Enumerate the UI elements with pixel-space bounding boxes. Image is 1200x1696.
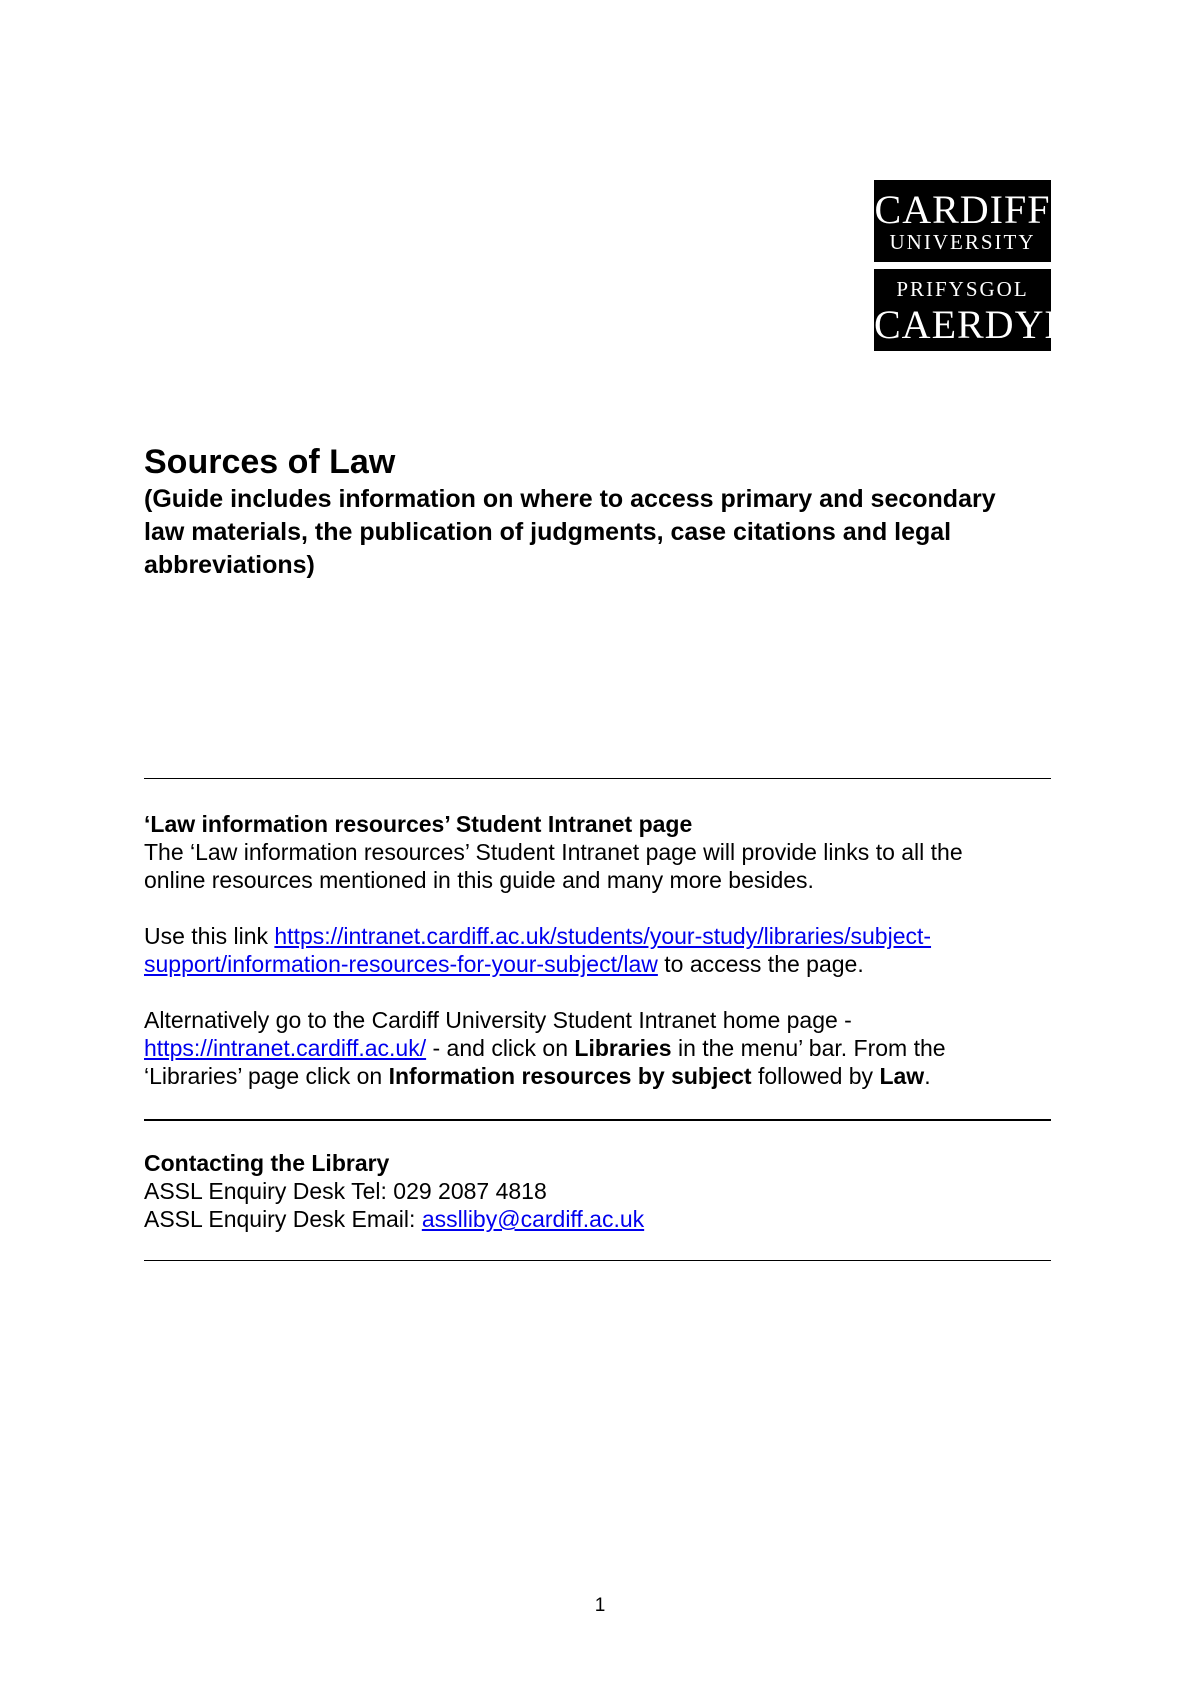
intranet-alternative-paragraph	[144, 1006, 1054, 1090]
document-title: Sources of Law	[144, 443, 396, 481]
logo-text-university: UNIVERSITY	[889, 230, 1036, 254]
logo-text-cardiff: CARDIFF	[874, 187, 1051, 232]
law-resources-link-part1[interactable]: https://intranet.cardiff.ac.uk/students/your-study/libraries/subject-	[274, 923, 932, 949]
paragraph-line: The ‘Law information resources’ Student Intranet page will provide links to all the	[144, 839, 963, 865]
email-link[interactable]: asslliby@cardiff.ac.uk	[421, 1206, 645, 1232]
contact-section-heading: Contacting the Library	[144, 1150, 390, 1176]
cardiff-university-logo	[874, 180, 1105, 351]
subtitle-line: abbreviations)	[144, 551, 315, 579]
paragraph-line	[144, 922, 1054, 950]
text-run: followed by	[751, 1063, 880, 1089]
paragraph-line	[144, 1034, 1054, 1062]
subtitle-line: (Guide includes information on where to access primary and secondary	[144, 485, 996, 513]
bold-libraries: Libraries	[574, 1035, 672, 1061]
text-run: - and click on	[426, 1035, 575, 1061]
contact-telephone: ASSL Enquiry Desk Tel: 029 2087 4818	[144, 1178, 547, 1204]
contact-email-line	[144, 1205, 1054, 1233]
text-run: in the menu’ bar. From the	[671, 1035, 946, 1061]
section-divider	[144, 1260, 1051, 1261]
paragraph-line: Alternatively go to the Cardiff University Student Intranet home page -	[144, 1007, 852, 1033]
logo-top-block	[874, 180, 1051, 262]
bold-information-resources: Information resources by subject	[388, 1063, 752, 1089]
link-suffix-text: to access the page.	[657, 951, 864, 977]
intranet-link-paragraph	[144, 922, 1054, 978]
section-divider	[144, 778, 1051, 779]
logo-text-prifysgol: PRIFYSGOL	[896, 277, 1029, 301]
paragraph-line: online resources mentioned in this guide and many more besides.	[144, 867, 814, 893]
paragraph-line	[144, 1062, 1054, 1090]
logo-bottom-block	[874, 269, 1105, 351]
text-run: .	[924, 1063, 931, 1089]
law-resources-link-part2[interactable]: support/information-resources-for-your-subject/law	[144, 951, 658, 977]
bold-law: Law	[879, 1063, 925, 1089]
logo-text-caerdydd: CAERDYDD	[874, 302, 1105, 347]
subtitle-line: law materials, the publication of judgments, case citations and legal	[144, 518, 952, 546]
link-prefix-text: Use this link	[144, 923, 275, 949]
contact-details	[144, 1177, 1054, 1233]
paragraph-line	[144, 950, 1054, 978]
document-subtitle	[144, 483, 1044, 582]
intranet-section-heading: ‘Law information resources’ Student Intranet page	[144, 811, 693, 837]
section-divider	[144, 1119, 1051, 1121]
email-label: ASSL Enquiry Desk Email:	[144, 1206, 422, 1232]
page-number: 1	[594, 1595, 606, 1616]
text-run: ‘Libraries’ page click on	[144, 1063, 389, 1089]
intranet-home-link[interactable]: https://intranet.cardiff.ac.uk/	[144, 1035, 427, 1061]
intranet-intro-paragraph	[144, 838, 1054, 894]
